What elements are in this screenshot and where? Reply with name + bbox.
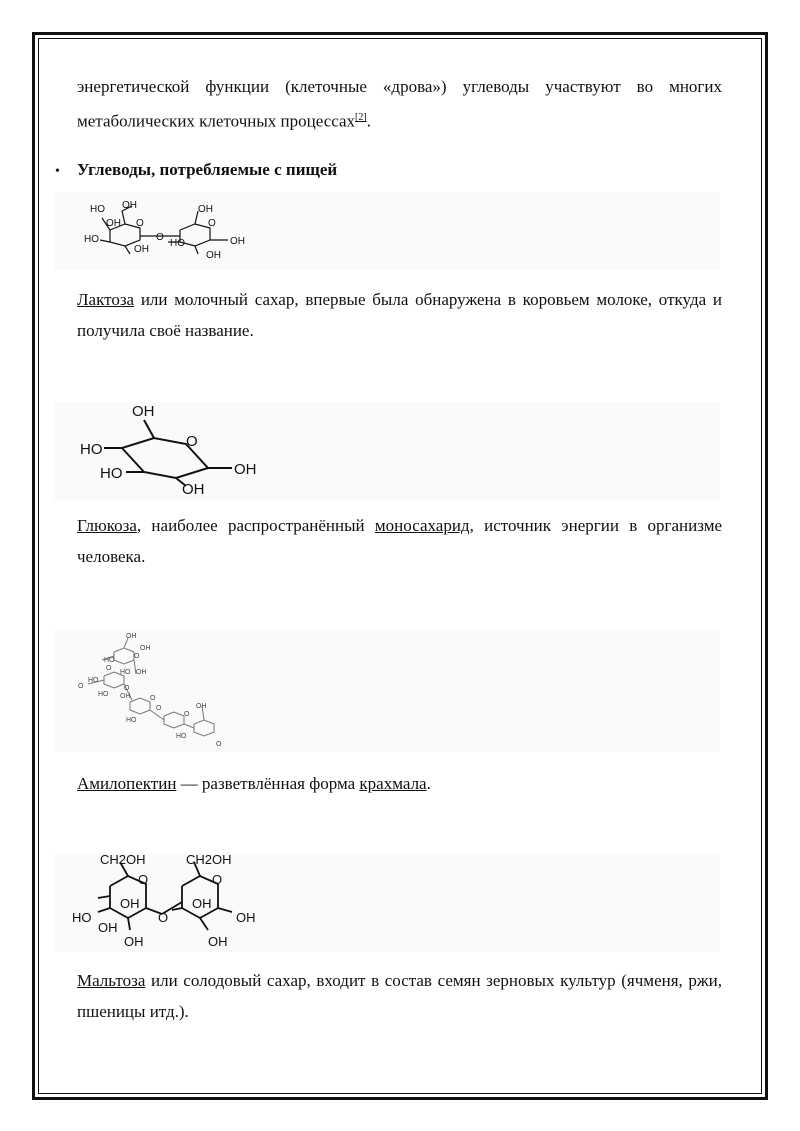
glucose-text-mid: , наиболее распространённый [136,516,375,535]
maltose-label-oh-3: OH [98,920,118,935]
amylo-label-17: O [184,711,190,718]
amylopectin-link[interactable]: Амилопектин [77,774,177,793]
lactose-structure-image [80,196,260,266]
lactose-label-oh-5: OH [230,236,245,247]
maltose-label-ch2oh-1: CH2OH [100,852,146,867]
glucose-structure-image [74,400,274,500]
maltose-label-oh-1: OH [120,896,140,911]
glucose-label-ho-left: HO [80,441,103,458]
amylo-label-13: O [150,695,156,702]
intro-line-1: энергетической функции (клеточные «дрова») углеводы участвуют во многих [77,77,722,96]
maltose-paragraph [77,965,722,1027]
amylo-label-6: HO [120,669,131,676]
maltose-label-oh-2: OH [192,896,212,911]
reference-link[interactable]: [2] [355,112,367,123]
amylo-label-16: OH [196,703,207,710]
starch-link[interactable]: крахмала [359,774,427,793]
lactose-label-oh-4: OH [198,204,213,215]
monosaccharide-link[interactable]: моносахарид [374,516,470,535]
glucose-paragraph [77,510,722,572]
amylopectin-text-mid: — разветвлённая форма [176,774,360,793]
amylo-label-7: OH [136,669,147,676]
amylo-label-3: O [134,653,140,660]
amylo-label-2: OH [140,645,151,652]
lactose-text: или молочный сахар, впервые была обнаружена в коровьем молоке, откуда и получила своё название. [77,290,722,340]
lactose-label-oh-2: OH [106,218,121,229]
lactose-paragraph [77,284,722,346]
lactose-label-o-link: O [156,232,164,243]
intro-line-2-end: . [366,111,371,131]
glucose-label-ho-bottom: HO [100,465,123,482]
maltose-link[interactable]: Мальтоза [77,971,146,990]
amylo-label-11: HO [98,691,109,698]
glucose-label-oh-top: OH [132,403,155,420]
lactose-label-o-ring-2: O [208,218,216,229]
lactose-label-ho-2: HO [84,234,99,245]
intro-line-2-text: метаболических клеточных процессах [77,111,356,131]
amylo-label-14: O [156,705,162,712]
lactose-label-oh-6: OH [206,250,221,261]
glucose-label-oh-bottom: OH [182,481,205,498]
maltose-text: или солодовый сахар, входит в состав семян зерновых культур (ячменя, ржи, пшеницы итд.). [77,971,722,1021]
intro-line-2 [77,102,722,137]
lactose-label-ho-1: HO [90,204,105,215]
glucose-label-o-ring: O [186,433,198,450]
maltose-label-o-ring-2: O [212,872,223,887]
amylo-label-9: O [78,683,84,690]
amylo-label-1: OH [126,633,137,640]
amylo-label-12: OH [120,693,131,700]
amylo-label-18: HO [176,733,187,740]
maltose-label-oh-5: OH [124,934,144,949]
amylo-label-19: O [216,741,222,748]
maltose-label-o-link: O [158,910,169,925]
glucose-link[interactable]: Глюкоза [77,516,137,535]
lactose-label-o-ring-1: O [136,218,144,229]
amylopectin-text-end: . [426,774,431,793]
amylopectin-paragraph [77,768,722,799]
amylo-label-4: HO [104,657,115,664]
intro-paragraph [77,71,722,137]
lactose-label-oh-3: OH [134,244,149,255]
amylo-label-8: HO [88,677,99,684]
maltose-label-ho: HO [72,910,92,925]
amylo-label-10: O [124,685,130,692]
amylo-label-5: O [106,665,112,672]
maltose-label-ch2oh-2: CH2OH [186,852,232,867]
lactose-label-ho-3: HO [170,238,185,249]
lactose-label-oh-1: OH [122,200,137,211]
section-heading: Углеводы, потребляемые с пищей [77,160,338,179]
maltose-label-oh-4: OH [236,910,256,925]
amylopectin-structure-image [76,630,236,752]
maltose-label-o-ring-1: O [138,872,149,887]
amylo-label-15: HO [126,717,137,724]
maltose-label-oh-6: OH [208,934,228,949]
glucose-text-end: , источник энергии в организме человека. [77,516,722,566]
maltose-structure-image [70,850,270,954]
bullet-heading: • [55,164,60,179]
lactose-link[interactable]: Лактоза [77,290,135,309]
glucose-label-oh-right: OH [234,461,257,478]
